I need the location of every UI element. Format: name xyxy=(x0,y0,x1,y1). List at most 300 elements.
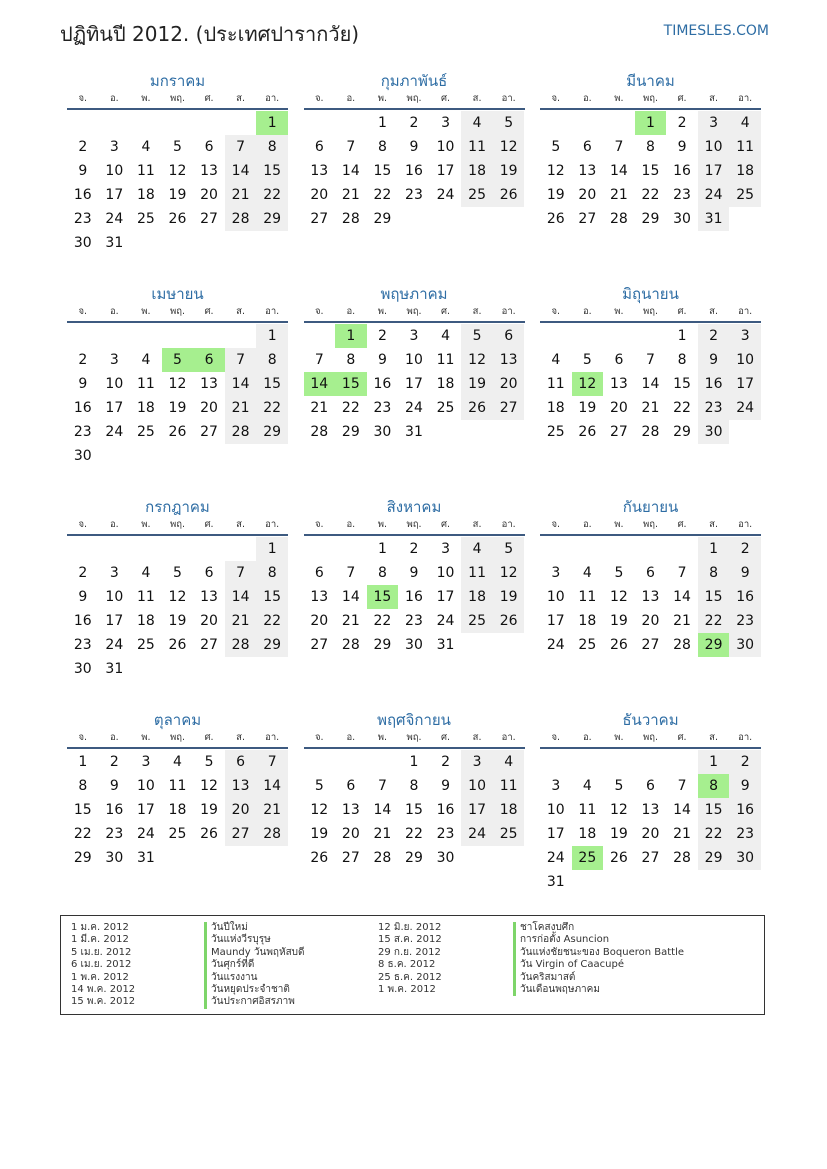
weekend-day-cell[interactable]: 11 xyxy=(729,135,761,159)
weekend-day-cell[interactable]: 17 xyxy=(461,798,493,822)
day-cell[interactable]: 2 xyxy=(377,328,387,344)
holiday-day-cell[interactable]: 15 xyxy=(335,372,367,396)
weekend-day-cell[interactable]: 2 xyxy=(729,750,761,774)
day-cell[interactable]: 11 xyxy=(168,778,187,794)
day-cell[interactable]: 18 xyxy=(168,802,187,818)
weekend-day-cell[interactable]: 21 xyxy=(256,798,288,822)
day-cell[interactable]: 12 xyxy=(310,802,329,818)
day-cell[interactable]: 10 xyxy=(436,565,455,581)
weekend-day-cell[interactable]: 18 xyxy=(461,159,493,183)
weekend-day-cell[interactable]: 28 xyxy=(256,822,288,846)
day-cell[interactable]: 26 xyxy=(168,211,187,227)
day-cell[interactable]: 17 xyxy=(546,613,565,629)
weekend-day-cell[interactable]: 20 xyxy=(225,798,257,822)
weekend-day-cell[interactable]: 22 xyxy=(256,396,288,420)
day-cell[interactable]: 17 xyxy=(405,376,423,392)
weekend-day-cell[interactable]: 15 xyxy=(698,798,730,822)
weekend-day-cell[interactable]: 28 xyxy=(225,420,257,444)
day-cell[interactable]: 19 xyxy=(200,802,218,818)
day-cell[interactable]: 9 xyxy=(78,163,88,179)
day-cell[interactable]: 23 xyxy=(73,637,92,653)
day-cell[interactable]: 2 xyxy=(441,754,450,770)
day-cell[interactable]: 23 xyxy=(405,613,423,629)
weekend-day-cell[interactable]: 7 xyxy=(225,135,257,159)
day-cell[interactable]: 4 xyxy=(141,352,151,368)
day-cell[interactable]: 23 xyxy=(436,826,455,842)
weekend-day-cell[interactable]: 26 xyxy=(493,609,525,633)
weekend-day-cell[interactable]: 23 xyxy=(729,822,761,846)
day-cell[interactable]: 7 xyxy=(314,352,324,368)
day-cell[interactable]: 30 xyxy=(436,850,455,866)
day-cell[interactable]: 20 xyxy=(641,826,660,842)
day-cell[interactable]: 10 xyxy=(546,802,565,818)
day-cell[interactable]: 28 xyxy=(341,211,360,227)
day-cell[interactable]: 19 xyxy=(546,187,565,203)
weekend-day-cell[interactable]: 15 xyxy=(256,585,288,609)
day-cell[interactable]: 27 xyxy=(200,637,218,653)
day-cell[interactable]: 27 xyxy=(609,424,628,440)
day-cell[interactable]: 3 xyxy=(109,565,119,581)
holiday-day-cell[interactable]: 12 xyxy=(572,372,604,396)
day-cell[interactable]: 19 xyxy=(578,400,597,416)
holiday-day-cell[interactable]: 15 xyxy=(367,585,399,609)
day-cell[interactable]: 13 xyxy=(310,589,329,605)
day-cell[interactable]: 29 xyxy=(373,211,392,227)
weekend-day-cell[interactable]: 24 xyxy=(461,822,493,846)
day-cell[interactable]: 15 xyxy=(673,376,691,392)
day-cell[interactable]: 14 xyxy=(673,802,691,818)
weekend-day-cell[interactable]: 9 xyxy=(698,348,730,372)
weekend-day-cell[interactable]: 4 xyxy=(461,537,493,561)
day-cell[interactable]: 17 xyxy=(105,613,124,629)
day-cell[interactable]: 25 xyxy=(546,424,565,440)
day-cell[interactable]: 15 xyxy=(73,802,92,818)
day-cell[interactable]: 1 xyxy=(377,115,387,131)
weekend-day-cell[interactable]: 7 xyxy=(225,561,257,585)
day-cell[interactable]: 5 xyxy=(314,778,324,794)
day-cell[interactable]: 7 xyxy=(377,778,387,794)
day-cell[interactable]: 29 xyxy=(373,637,392,653)
weekend-day-cell[interactable]: 15 xyxy=(256,372,288,396)
day-cell[interactable]: 26 xyxy=(200,826,218,842)
day-cell[interactable]: 12 xyxy=(609,802,628,818)
day-cell[interactable]: 11 xyxy=(578,589,597,605)
day-cell[interactable]: 8 xyxy=(346,352,356,368)
day-cell[interactable]: 5 xyxy=(614,565,624,581)
holiday-day-cell[interactable]: 1 xyxy=(635,111,667,135)
day-cell[interactable]: 28 xyxy=(373,850,392,866)
day-cell[interactable]: 27 xyxy=(310,637,329,653)
day-cell[interactable]: 7 xyxy=(346,565,356,581)
day-cell[interactable]: 23 xyxy=(673,187,691,203)
day-cell[interactable]: 1 xyxy=(377,541,387,557)
day-cell[interactable]: 21 xyxy=(641,400,660,416)
day-cell[interactable]: 25 xyxy=(136,637,155,653)
weekend-day-cell[interactable]: 11 xyxy=(493,774,525,798)
day-cell[interactable]: 28 xyxy=(341,637,360,653)
day-cell[interactable]: 28 xyxy=(641,424,660,440)
weekend-day-cell[interactable]: 21 xyxy=(225,183,257,207)
day-cell[interactable]: 1 xyxy=(677,328,687,344)
day-cell[interactable]: 19 xyxy=(310,826,329,842)
weekend-day-cell[interactable]: 12 xyxy=(493,561,525,585)
day-cell[interactable]: 30 xyxy=(405,637,423,653)
weekend-day-cell[interactable]: 26 xyxy=(461,396,493,420)
day-cell[interactable]: 21 xyxy=(341,613,360,629)
day-cell[interactable]: 15 xyxy=(373,163,392,179)
day-cell[interactable]: 9 xyxy=(441,778,450,794)
day-cell[interactable]: 4 xyxy=(141,139,151,155)
day-cell[interactable]: 7 xyxy=(677,565,687,581)
day-cell[interactable]: 12 xyxy=(609,589,628,605)
day-cell[interactable]: 23 xyxy=(373,400,392,416)
weekend-day-cell[interactable]: 1 xyxy=(256,537,288,561)
day-cell[interactable]: 25 xyxy=(436,400,455,416)
weekend-day-cell[interactable]: 19 xyxy=(461,372,493,396)
day-cell[interactable]: 31 xyxy=(546,874,565,890)
day-cell[interactable]: 14 xyxy=(341,163,360,179)
day-cell[interactable]: 14 xyxy=(673,589,691,605)
day-cell[interactable]: 29 xyxy=(73,850,92,866)
weekend-day-cell[interactable]: 1 xyxy=(698,750,730,774)
day-cell[interactable]: 3 xyxy=(551,778,561,794)
day-cell[interactable]: 24 xyxy=(546,637,565,653)
day-cell[interactable]: 16 xyxy=(673,163,691,179)
day-cell[interactable]: 22 xyxy=(73,826,92,842)
weekend-day-cell[interactable]: 14 xyxy=(225,159,257,183)
weekend-day-cell[interactable]: 18 xyxy=(729,159,761,183)
day-cell[interactable]: 19 xyxy=(168,400,187,416)
day-cell[interactable]: 22 xyxy=(673,400,691,416)
day-cell[interactable]: 12 xyxy=(546,163,565,179)
day-cell[interactable]: 28 xyxy=(673,850,691,866)
weekend-day-cell[interactable]: 4 xyxy=(493,750,525,774)
holiday-day-cell[interactable]: 8 xyxy=(698,774,730,798)
weekend-day-cell[interactable]: 4 xyxy=(729,111,761,135)
day-cell[interactable]: 18 xyxy=(136,400,155,416)
weekend-day-cell[interactable]: 7 xyxy=(225,348,257,372)
day-cell[interactable]: 22 xyxy=(641,187,660,203)
day-cell[interactable]: 25 xyxy=(168,826,187,842)
day-cell[interactable]: 5 xyxy=(204,754,214,770)
day-cell[interactable]: 23 xyxy=(73,211,92,227)
day-cell[interactable]: 5 xyxy=(614,778,624,794)
day-cell[interactable]: 27 xyxy=(310,211,329,227)
day-cell[interactable]: 12 xyxy=(200,778,218,794)
weekend-day-cell[interactable]: 29 xyxy=(256,633,288,657)
day-cell[interactable]: 19 xyxy=(168,187,187,203)
day-cell[interactable]: 7 xyxy=(677,778,687,794)
weekend-day-cell[interactable]: 13 xyxy=(225,774,257,798)
weekend-day-cell[interactable]: 10 xyxy=(461,774,493,798)
day-cell[interactable]: 14 xyxy=(341,589,360,605)
day-cell[interactable]: 9 xyxy=(677,139,687,155)
day-cell[interactable]: 31 xyxy=(105,661,124,677)
weekend-day-cell[interactable]: 25 xyxy=(461,183,493,207)
day-cell[interactable]: 11 xyxy=(136,589,155,605)
day-cell[interactable]: 8 xyxy=(409,778,419,794)
day-cell[interactable]: 3 xyxy=(141,754,151,770)
weekend-day-cell[interactable]: 21 xyxy=(225,609,257,633)
day-cell[interactable]: 2 xyxy=(78,565,88,581)
day-cell[interactable]: 20 xyxy=(578,187,597,203)
day-cell[interactable]: 28 xyxy=(609,211,628,227)
day-cell[interactable]: 10 xyxy=(436,139,455,155)
day-cell[interactable]: 26 xyxy=(168,637,187,653)
holiday-day-cell[interactable]: 1 xyxy=(335,324,367,348)
day-cell[interactable]: 13 xyxy=(310,163,329,179)
weekend-day-cell[interactable]: 19 xyxy=(493,585,525,609)
weekend-day-cell[interactable]: 29 xyxy=(256,207,288,231)
day-cell[interactable]: 31 xyxy=(105,235,124,251)
day-cell[interactable]: 14 xyxy=(641,376,660,392)
weekend-day-cell[interactable]: 29 xyxy=(698,846,730,870)
weekend-day-cell[interactable]: 9 xyxy=(729,561,761,585)
weekend-day-cell[interactable]: 7 xyxy=(256,750,288,774)
day-cell[interactable]: 6 xyxy=(646,778,655,794)
day-cell[interactable]: 10 xyxy=(136,778,155,794)
weekend-day-cell[interactable]: 12 xyxy=(493,135,525,159)
weekend-day-cell[interactable]: 23 xyxy=(729,609,761,633)
day-cell[interactable]: 13 xyxy=(578,163,597,179)
day-cell[interactable]: 10 xyxy=(405,352,423,368)
day-cell[interactable]: 17 xyxy=(436,163,455,179)
day-cell[interactable]: 5 xyxy=(582,352,592,368)
weekend-day-cell[interactable]: 18 xyxy=(461,585,493,609)
day-cell[interactable]: 19 xyxy=(168,613,187,629)
day-cell[interactable]: 22 xyxy=(405,826,423,842)
holiday-day-cell[interactable]: 29 xyxy=(698,633,730,657)
day-cell[interactable]: 22 xyxy=(373,613,392,629)
weekend-day-cell[interactable]: 22 xyxy=(256,183,288,207)
day-cell[interactable]: 26 xyxy=(609,637,628,653)
day-cell[interactable]: 18 xyxy=(578,613,597,629)
day-cell[interactable]: 11 xyxy=(578,802,597,818)
day-cell[interactable]: 10 xyxy=(546,589,565,605)
day-cell[interactable]: 29 xyxy=(405,850,423,866)
weekend-day-cell[interactable]: 16 xyxy=(729,585,761,609)
day-cell[interactable]: 1 xyxy=(78,754,88,770)
day-cell[interactable]: 25 xyxy=(136,424,155,440)
day-cell[interactable]: 19 xyxy=(609,826,628,842)
day-cell[interactable]: 30 xyxy=(73,448,92,464)
day-cell[interactable]: 23 xyxy=(73,424,92,440)
weekend-day-cell[interactable]: 14 xyxy=(256,774,288,798)
weekend-day-cell[interactable]: 30 xyxy=(729,846,761,870)
day-cell[interactable]: 27 xyxy=(578,211,597,227)
day-cell[interactable]: 16 xyxy=(436,802,455,818)
day-cell[interactable]: 9 xyxy=(78,376,88,392)
day-cell[interactable]: 21 xyxy=(609,187,628,203)
day-cell[interactable]: 16 xyxy=(73,187,92,203)
weekend-day-cell[interactable]: 16 xyxy=(698,372,730,396)
day-cell[interactable]: 26 xyxy=(546,211,565,227)
day-cell[interactable]: 28 xyxy=(310,424,329,440)
day-cell[interactable]: 19 xyxy=(609,613,628,629)
day-cell[interactable]: 4 xyxy=(141,565,151,581)
day-cell[interactable]: 18 xyxy=(136,187,155,203)
day-cell[interactable]: 30 xyxy=(673,211,691,227)
day-cell[interactable]: 10 xyxy=(105,376,124,392)
day-cell[interactable]: 10 xyxy=(105,589,124,605)
day-cell[interactable]: 18 xyxy=(546,400,565,416)
weekend-day-cell[interactable]: 5 xyxy=(493,111,525,135)
weekend-day-cell[interactable]: 31 xyxy=(698,207,730,231)
day-cell[interactable]: 4 xyxy=(551,352,561,368)
day-cell[interactable]: 13 xyxy=(609,376,628,392)
day-cell[interactable]: 6 xyxy=(314,565,324,581)
weekend-day-cell[interactable]: 17 xyxy=(698,159,730,183)
weekend-day-cell[interactable]: 8 xyxy=(256,135,288,159)
day-cell[interactable]: 18 xyxy=(578,826,597,842)
day-cell[interactable]: 9 xyxy=(409,139,419,155)
day-cell[interactable]: 26 xyxy=(168,424,187,440)
day-cell[interactable]: 17 xyxy=(105,187,124,203)
day-cell[interactable]: 8 xyxy=(78,778,88,794)
day-cell[interactable]: 3 xyxy=(109,139,119,155)
weekend-day-cell[interactable]: 24 xyxy=(729,396,761,420)
day-cell[interactable]: 8 xyxy=(377,565,387,581)
day-cell[interactable]: 20 xyxy=(200,187,218,203)
weekend-day-cell[interactable]: 25 xyxy=(461,609,493,633)
day-cell[interactable]: 17 xyxy=(436,589,455,605)
day-cell[interactable]: 28 xyxy=(673,637,691,653)
day-cell[interactable]: 7 xyxy=(614,139,624,155)
day-cell[interactable]: 5 xyxy=(173,139,182,155)
weekend-day-cell[interactable]: 27 xyxy=(493,396,525,420)
day-cell[interactable]: 10 xyxy=(105,163,124,179)
day-cell[interactable]: 16 xyxy=(105,802,124,818)
day-cell[interactable]: 25 xyxy=(578,637,597,653)
day-cell[interactable]: 9 xyxy=(409,565,419,581)
day-cell[interactable]: 29 xyxy=(673,424,691,440)
day-cell[interactable]: 12 xyxy=(168,163,187,179)
day-cell[interactable]: 24 xyxy=(546,850,565,866)
day-cell[interactable]: 9 xyxy=(109,778,119,794)
weekend-day-cell[interactable]: 29 xyxy=(256,420,288,444)
day-cell[interactable]: 2 xyxy=(109,754,119,770)
day-cell[interactable]: 3 xyxy=(109,352,119,368)
day-cell[interactable]: 17 xyxy=(136,802,155,818)
day-cell[interactable]: 24 xyxy=(436,187,455,203)
day-cell[interactable]: 5 xyxy=(173,565,182,581)
day-cell[interactable]: 20 xyxy=(341,826,360,842)
day-cell[interactable]: 1 xyxy=(409,754,419,770)
day-cell[interactable]: 13 xyxy=(200,376,218,392)
weekend-day-cell[interactable]: 3 xyxy=(461,750,493,774)
day-cell[interactable]: 7 xyxy=(646,352,655,368)
brand-link[interactable]: TIMESLES.COM xyxy=(663,23,769,39)
weekend-day-cell[interactable]: 2 xyxy=(698,324,730,348)
day-cell[interactable]: 3 xyxy=(441,541,450,557)
day-cell[interactable]: 23 xyxy=(405,187,423,203)
weekend-day-cell[interactable]: 24 xyxy=(698,183,730,207)
day-cell[interactable]: 14 xyxy=(609,163,628,179)
weekend-day-cell[interactable]: 14 xyxy=(225,585,257,609)
day-cell[interactable]: 9 xyxy=(377,352,387,368)
weekend-day-cell[interactable]: 4 xyxy=(461,111,493,135)
day-cell[interactable]: 25 xyxy=(136,211,155,227)
holiday-day-cell[interactable]: 6 xyxy=(193,348,225,372)
day-cell[interactable]: 31 xyxy=(136,850,155,866)
weekend-day-cell[interactable]: 8 xyxy=(256,348,288,372)
day-cell[interactable]: 13 xyxy=(200,589,218,605)
weekend-day-cell[interactable]: 6 xyxy=(225,750,257,774)
weekend-day-cell[interactable]: 6 xyxy=(493,324,525,348)
day-cell[interactable]: 15 xyxy=(641,163,660,179)
weekend-day-cell[interactable]: 17 xyxy=(729,372,761,396)
weekend-day-cell[interactable]: 10 xyxy=(698,135,730,159)
day-cell[interactable]: 27 xyxy=(341,850,360,866)
weekend-day-cell[interactable]: 18 xyxy=(493,798,525,822)
day-cell[interactable]: 4 xyxy=(582,565,592,581)
day-cell[interactable]: 4 xyxy=(173,754,182,770)
day-cell[interactable]: 20 xyxy=(200,400,218,416)
weekend-day-cell[interactable]: 15 xyxy=(256,159,288,183)
weekend-day-cell[interactable]: 30 xyxy=(698,420,730,444)
weekend-day-cell[interactable]: 11 xyxy=(461,135,493,159)
day-cell[interactable]: 2 xyxy=(409,115,419,131)
day-cell[interactable]: 21 xyxy=(373,826,392,842)
weekend-day-cell[interactable]: 5 xyxy=(493,537,525,561)
day-cell[interactable]: 31 xyxy=(405,424,423,440)
day-cell[interactable]: 20 xyxy=(310,613,329,629)
holiday-day-cell[interactable]: 1 xyxy=(256,111,288,135)
day-cell[interactable]: 16 xyxy=(405,163,423,179)
day-cell[interactable]: 21 xyxy=(673,826,691,842)
weekend-day-cell[interactable]: 28 xyxy=(225,207,257,231)
weekend-day-cell[interactable]: 19 xyxy=(493,159,525,183)
weekend-day-cell[interactable]: 23 xyxy=(698,396,730,420)
weekend-day-cell[interactable]: 22 xyxy=(256,609,288,633)
day-cell[interactable]: 2 xyxy=(78,139,88,155)
day-cell[interactable]: 20 xyxy=(200,613,218,629)
weekend-day-cell[interactable]: 15 xyxy=(698,585,730,609)
weekend-day-cell[interactable]: 25 xyxy=(493,822,525,846)
day-cell[interactable]: 15 xyxy=(405,802,423,818)
day-cell[interactable]: 11 xyxy=(136,163,155,179)
day-cell[interactable]: 6 xyxy=(204,565,214,581)
day-cell[interactable]: 24 xyxy=(105,637,124,653)
day-cell[interactable]: 18 xyxy=(136,613,155,629)
holiday-day-cell[interactable]: 25 xyxy=(572,846,604,870)
weekend-day-cell[interactable]: 11 xyxy=(461,561,493,585)
day-cell[interactable]: 14 xyxy=(373,802,392,818)
day-cell[interactable]: 16 xyxy=(373,376,392,392)
day-cell[interactable]: 9 xyxy=(78,589,88,605)
day-cell[interactable]: 13 xyxy=(341,802,360,818)
day-cell[interactable]: 2 xyxy=(409,541,419,557)
day-cell[interactable]: 6 xyxy=(646,565,655,581)
day-cell[interactable]: 21 xyxy=(673,613,691,629)
weekend-day-cell[interactable]: 30 xyxy=(729,633,761,657)
day-cell[interactable]: 27 xyxy=(200,424,218,440)
day-cell[interactable]: 27 xyxy=(641,637,660,653)
weekend-day-cell[interactable]: 3 xyxy=(698,111,730,135)
day-cell[interactable]: 11 xyxy=(136,376,155,392)
day-cell[interactable]: 6 xyxy=(346,778,356,794)
day-cell[interactable]: 30 xyxy=(73,661,92,677)
day-cell[interactable]: 17 xyxy=(546,826,565,842)
day-cell[interactable]: 31 xyxy=(436,637,455,653)
day-cell[interactable]: 13 xyxy=(200,163,218,179)
day-cell[interactable]: 27 xyxy=(641,850,660,866)
day-cell[interactable]: 13 xyxy=(641,589,660,605)
day-cell[interactable]: 27 xyxy=(200,211,218,227)
day-cell[interactable]: 30 xyxy=(373,424,392,440)
weekend-day-cell[interactable]: 21 xyxy=(225,396,257,420)
weekend-day-cell[interactable]: 5 xyxy=(461,324,493,348)
